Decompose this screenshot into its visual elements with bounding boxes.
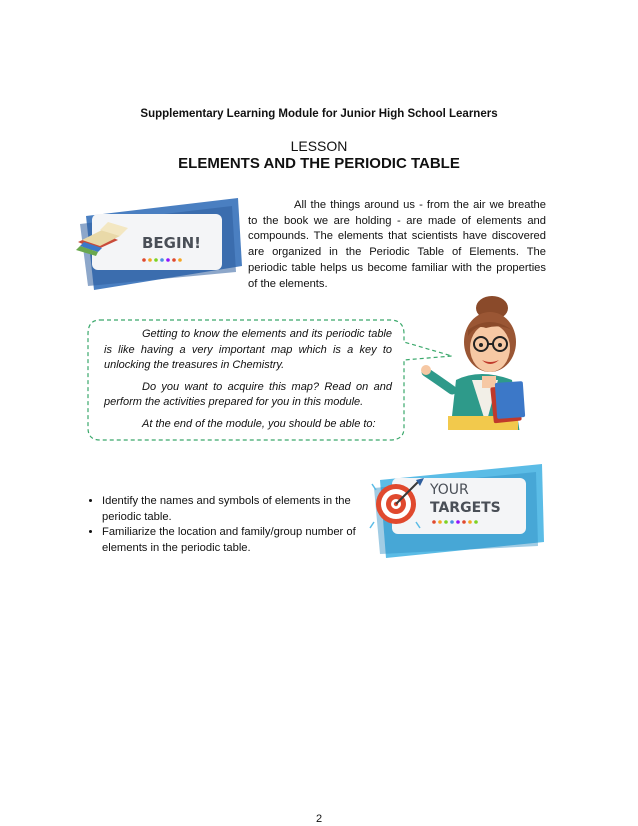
list-item: • Identify the names and symbols of elements in the periodic table. (102, 494, 392, 525)
teacher-illustration (420, 284, 546, 430)
targets-list (84, 494, 392, 556)
intro-paragraph: All the things around us - from the air we breathe to the book we are holding - are made of elements and compounds. The elements that scientists have discovered are organized in the Periodic Table of Elements. The periodic table helps us become familiar with the properties of the elements. (248, 199, 546, 290)
targets-label-line2: TARGETS (430, 500, 501, 516)
bubble-paragraph-3: At the end of the module, you should be able to: (142, 417, 376, 430)
list-item: • Familiarize the location and family/group number of elements in the periodic table. (102, 525, 392, 556)
targets-badge (366, 462, 550, 562)
bubble-paragraph-2: Do you want to acquire this map? Read on and perform the activities prepared for you in this module. (104, 380, 392, 408)
module-header: Supplementary Learning Module for Junior High School Learners (140, 108, 498, 120)
bubble-paragraph-1: Getting to know the elements and its periodic table is like having a very important map which is a key to unlocking the treasures in Chemistry. (104, 328, 392, 371)
lesson-label: LESSON (290, 138, 348, 154)
targets-label-line1: YOUR (430, 482, 469, 498)
begin-label: BEGIN! (142, 234, 201, 252)
page-number: 2 (315, 813, 323, 825)
bubble-text (104, 327, 392, 438)
lesson-title: ELEMENTS AND THE PERIODIC TABLE (178, 155, 460, 172)
begin-badge (72, 194, 248, 294)
